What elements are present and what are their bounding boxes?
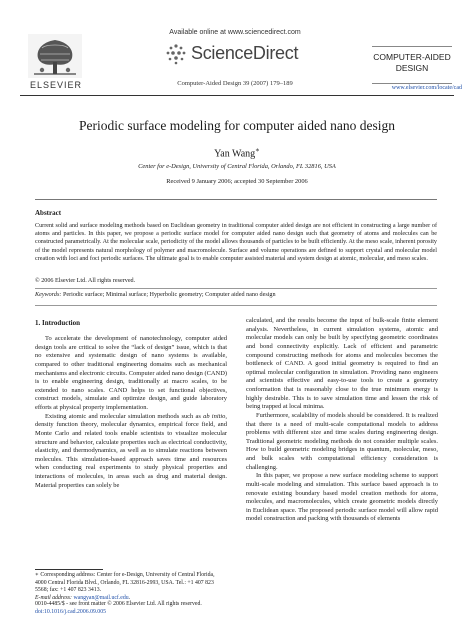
journal-name — [372, 52, 452, 74]
author-footnote — [35, 572, 227, 602]
author-name: Yan Wang — [214, 148, 256, 160]
abstract-top-rule — [35, 199, 437, 200]
intro-paragraph-3: Furthermore, scalability of models should be considered. It is realized that there is a need of multi-scale computational models to address problems with different size and time scales during engineering design. Traditional geometric modeling methods do not consider multiple scales. How to build geometric modeling bridges in quantum, molecular, meso, and bulk scales with computational efficiency consideration is challenging. — [246, 411, 438, 471]
journal-name-line2: DESIGN — [395, 63, 429, 73]
abstract-text: Current solid and surface modeling methods based on Euclidean geometry in traditional computer aided design are not efficient in constructing a large number of atoms and particles. In this paper, we propose a periodic surface model for computer aided nano design such that geometry of atoms and molecules can be constructed parametrically. At the molecular scale, periodicity of the model allows thousands of particles to be built efficiently. At the meso scale, inherent porosity of the model represents natural morphology of polymer and macromolecule. Surface and volume operations are defined to support crystal and molecular model creation with loci and foci periodic surfaces. The ultimate goal is to enable computer assisted material and system design at atomic, molecular, and meso scales. — [35, 223, 437, 262]
abstract-copyright: © 2006 Elsevier Ltd. All rights reserved. — [35, 278, 136, 284]
article-bottom-info — [35, 601, 295, 616]
sciencedirect-brand — [165, 41, 325, 67]
doi-link[interactable]: doi:10.1016/j.cad.2006.09.005 — [35, 608, 107, 615]
header-rule — [20, 95, 454, 96]
keywords-text: Periodic surface; Minimal surface; Hyperbolic geometry; Computer aided nano design — [62, 292, 276, 298]
left-column — [35, 335, 227, 490]
journal-name-box — [372, 46, 452, 84]
publisher-name: ELSEVIER — [29, 80, 83, 90]
intro-paragraph-4: In this paper, we propose a new surface modeling scheme to support multi-scale modeling and simulation. This surface based approach is to renovate existing boundary based model creation methods for atoms, molecules, and macromolecules, which create geometric models directly in Euclidean space. The proposed periodic surface model will allow rapid model construction and packing with thousands of elements — [246, 472, 438, 523]
author-line — [20, 146, 454, 159]
elsevier-tree-logo-icon — [28, 34, 82, 78]
sciencedirect-wordmark: ScienceDirect — [191, 43, 299, 63]
right-column — [246, 317, 438, 524]
footnote-rule — [35, 569, 103, 570]
keywords — [35, 292, 437, 298]
received-dates: Received 9 January 2006; accepted 30 September 2006 — [166, 178, 308, 185]
author-affiliation: Center for e-Design, University of Central Florida, Orlando, FL 32816, USA — [138, 163, 336, 170]
email-end: . — [128, 594, 131, 601]
journal-url-link[interactable]: www.elsevier.com/locate/cad — [391, 85, 462, 91]
abstract-heading: Abstract — [35, 209, 62, 217]
journal-citation: Computer-Aided Design 39 (2007) 179–189 — [177, 80, 293, 87]
intro-paragraph-1: To accelerate the development of nanotechnology, computer aided design tools are critical to solve the “lack of design” issue, which is that no extensive and systematic design of nano systems is available, compared to other traditional engineering domains such as mechanical mechanisms and electronic circuits. Computer aided nano design (CAND) is to enable engineering design, traditionally at macro scales, to be extended to nano scales. CAND helps to set functional objectives, construct models, simulate and optimize design, and guide laboratory efforts at physical property implementation. — [35, 335, 227, 411]
intro-p2-start: Existing atomic and molecular simulation methods such as — [45, 412, 204, 420]
keywords-bottom-rule — [35, 305, 437, 306]
intro-p2-italic: ab initio — [203, 412, 226, 420]
keywords-rule — [35, 288, 437, 289]
intro-p2-rest: , density function theory, molecular dynamics, empirical force field, and Monte Carlo and related tools enable scientists to visualize molecular structure and behavior, calculate properties such as electrical conductivity, elasticity, and thermodynamics, as well as to simulate reactions between molecules. This simulation-based approach saves time and resources when conducting real experiments to study physical properties and interactions of molecules, in areas such as drug and material design. Material properties can solely be — [35, 412, 228, 489]
sciencedirect-logo-icon — [165, 43, 187, 65]
intro-paragraph-2 — [35, 413, 227, 491]
footnote-text: ∗ Corresponding address: Center for e-Design, University of Central Florida, 4000 Central Florida Blvd., Orlando, FL 32816-2993, USA. Tel.: +1 407 823 5568; fax: +1 407 823 3413. — [35, 572, 215, 594]
issn-line: 0010-4485/$ - see front matter © 2006 Elsevier Ltd. All rights reserved. — [35, 601, 202, 607]
article-title: Periodic surface modeling for computer aided nano design — [78, 118, 396, 133]
journal-name-line1: COMPUTER-AIDED — [373, 52, 451, 62]
email-label: E-mail address: — [35, 594, 72, 601]
section-heading-introduction: 1. Introduction — [35, 319, 80, 327]
email-link[interactable]: wangyan@mail.ucf.edu — [73, 594, 129, 601]
keywords-label: Keywords: — [35, 292, 62, 298]
author-footnote-mark[interactable]: ∗ — [255, 146, 260, 154]
available-online-text: Available online at www.sciencedirect.com — [169, 29, 301, 36]
intro-paragraph-continued: calculated, and the results become the input of bulk-scale finite element analysis. Nevertheless, in current simulation systems, atomic and molecular models can only be built by specifying geometric coordinates and bond connectivity explicitly. Lack of efficient and parametric compound constructing methods for atoms and molecules becomes the bottleneck of CAND. A good initial geometry is required to find an optimal molecular configuration in simulation. Providing nano engineers and scientists effective and easy-to-use tools to create a geometry conformation that is reasonably close to the true minimum energy is highly desirable. This is to save simulation time and lessen the risk of being trapped at local minima. — [246, 317, 438, 411]
